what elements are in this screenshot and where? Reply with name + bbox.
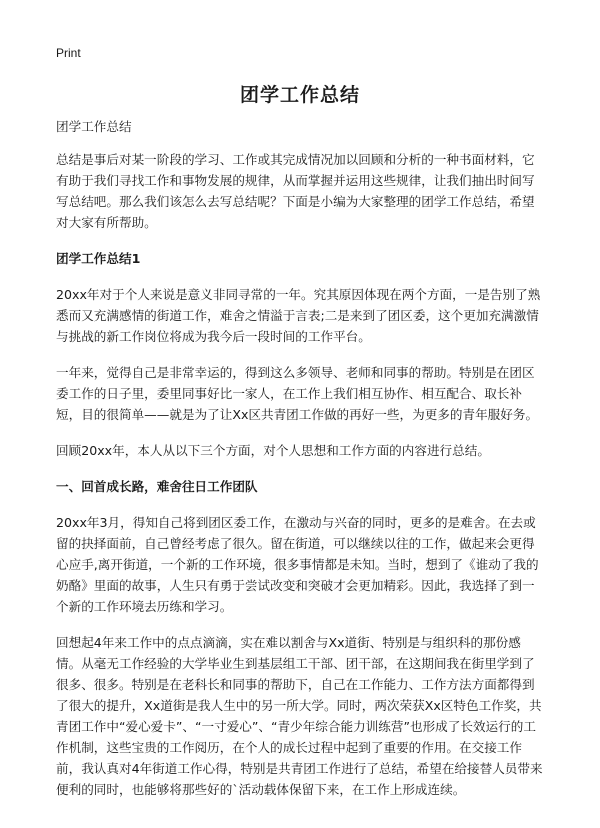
paragraph: 回顾20xx年，本人从以下三个方面，对个人思想和工作方面的内容进行总结。 xyxy=(56,443,490,458)
print-link[interactable]: Print xyxy=(56,46,81,60)
paragraph: 回想起4年来工作中的点点滴滴，实在难以割舍与Xx道街、特别是与组织科的那份感情。从毫无工作经验的大学毕业生到基层组工干部、团干部，在这期间我在街里学到了很多、很多。特别是在老科长和同事的帮助下，自己在工作能力、工作方法方面都得到了很大的提升，Xx道街是我人生中的另一所大学。同时，两次荣获Xx区特色工作奖，共青团工作中“爱心爱卡”、“一寸爱心”、“青少年综合能力训练营”也形成了长效运行的工作机制，这些宝贵的工作阅历，在个人的成长过程中起到了重要的作用。在交接工作前，我认真对4年街道工作心得，特别是共青团工作进行了总结，希望在给接替人员带来便利的同时，也能够将那些好的`活动载体保留下来，在工作上形成连续。 xyxy=(56,635,543,797)
document-subtitle: 团学工作总结 xyxy=(56,119,132,134)
paragraph: 20xx年对于个人来说是意义非同寻常的一年。究其原因体现在两个方面，一是告别了熟悉而又充满感情的街道工作，难舍之情溢于言表;二是来到了团区委，这个更加充满激情与挑战的新工作岗位将成为我今后一段时间的工作平台。 xyxy=(56,287,541,344)
document-body xyxy=(56,116,546,815)
section-heading: 团学工作总结1 xyxy=(56,251,141,266)
subsection-heading: 一、回首成长路，难舍往日工作团队 xyxy=(56,479,258,494)
paragraph: 20xx年3月，得知自己将到团区委工作，在激动与兴奋的同时，更多的是难舍。在去或留的抉择面前，自己曾经考虑了很久。留在街道，可以继续以往的工作，做起来会更得心应手,离开街道，一个新的工作环境，很多事情都是未知。当时，想到了《谁动了我的奶酪》里面的故事，人生只有勇于尝试改变和突破才会更加精彩。因此，我选择了到一个新的工作环境去历练和学习。 xyxy=(56,515,539,614)
intro-paragraph: 总结是事后对某一阶段的学习、工作或其完成情况加以回顾和分析的一种书面材料，它有助于我们寻找工作和事物发展的规律，从而掌握并运用这些规律，让我们抽出时间写写总结吧。那么我们该怎么去写总结呢？下面是小编为大家整理的团学工作总结，希望对大家有所帮助。 xyxy=(56,152,535,230)
document-title: 团学工作总结 xyxy=(239,84,360,106)
paragraph: 一年来，觉得自己是非常幸运的，得到这么多领导、老师和同事的帮助。特别是在团区委工作的日子里，委里同事好比一家人，在工作上我们相互协作、相互配合、取长补短，目的很简单——就是为了让Xx区共青团工作做的再好一些，为更多的青年服好务。 xyxy=(56,365,539,422)
